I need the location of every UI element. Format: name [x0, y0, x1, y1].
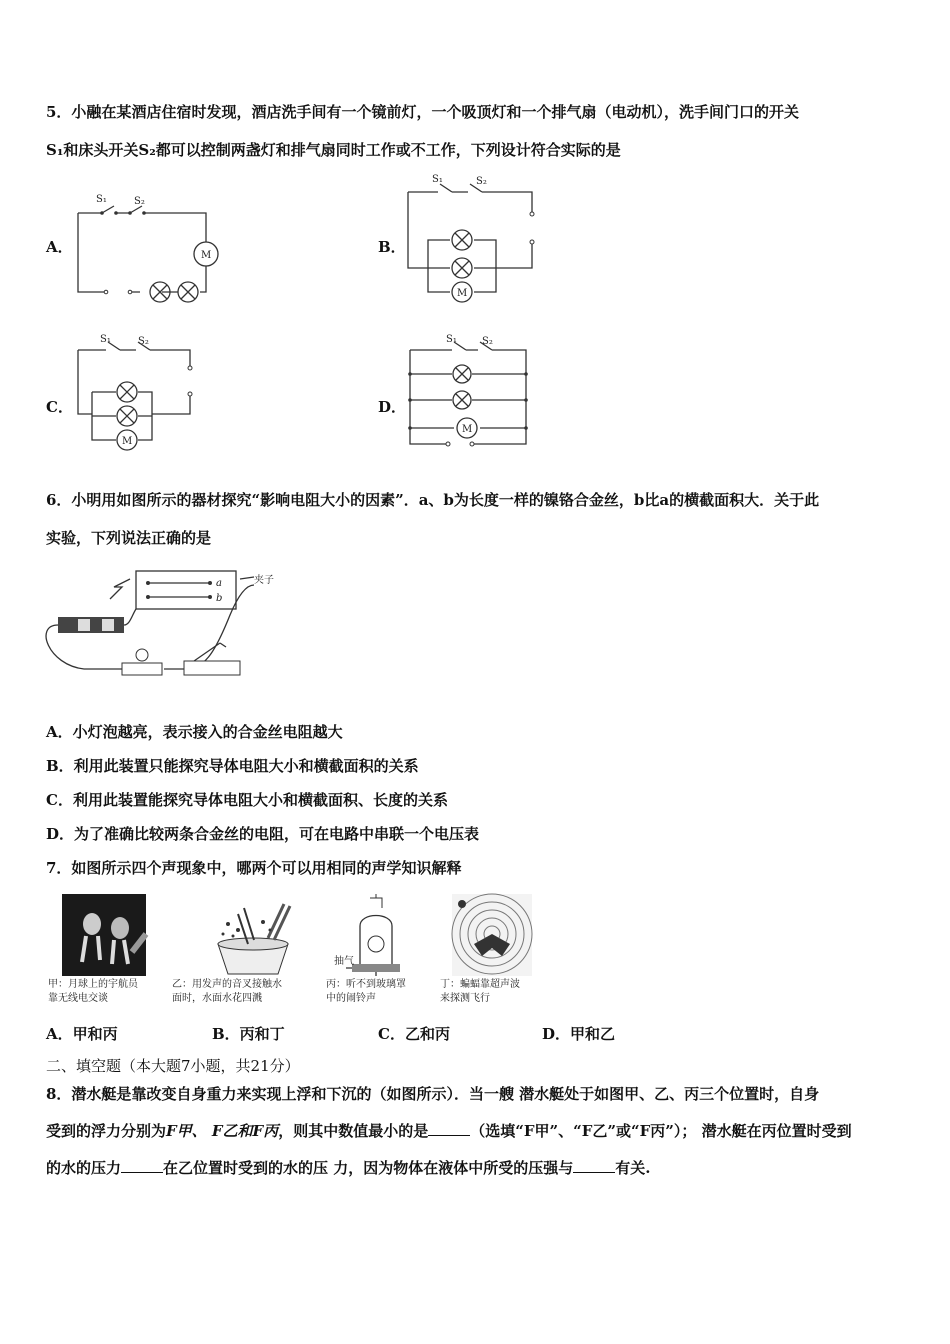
caption-ding: 丁：蝙蝠靠超声波 来探测飞行: [440, 979, 520, 1004]
answer-blank-3[interactable]: [573, 1158, 615, 1173]
wire-a-label: a: [216, 578, 222, 589]
circuit-diagram-a: [70, 188, 230, 303]
q6-text-line2: 实验，下列说法正确的是: [46, 529, 212, 547]
q5-text-line2: S₁和床头开关S₂都可以控制两盏灯和排气扇同时工作或不工作，下列设计符合实际的是: [46, 141, 621, 159]
q7-text-line1: 7．如图所示四个声现象中，哪两个可以用相同的声学知识解释: [46, 859, 462, 877]
q5-option-a-label[interactable]: A．: [46, 238, 73, 256]
switch-s1-label: S₁: [96, 194, 107, 205]
q7-option-b[interactable]: B．丙和丁: [212, 1025, 285, 1043]
svg-text:M: M: [457, 288, 468, 299]
caption-jia: 甲：月球上的宇航员 靠无线电交谈: [48, 979, 138, 1004]
resistance-apparatus-figure: [44, 565, 294, 685]
svg-text:S₂: S₂: [138, 336, 149, 347]
bat-photo: [452, 894, 532, 976]
q6-text-line1: 6．小明用如图所示的器材探究“影响电阻大小的因素”．a、b为长度一样的镍铬合金丝，b比a的横截面积大．关于此: [46, 491, 820, 509]
circuit-diagram-d: [400, 332, 540, 457]
q8-text-line1: 8．潜水艇是靠改变自身重力来实现上浮和下沉的（如图所示）．当一艘 潜水艇处于如图甲、乙、丙三个位置时，自身: [46, 1085, 820, 1103]
svg-text:S₂: S₂: [476, 176, 487, 187]
svg-text:S₁: S₁: [432, 174, 443, 185]
q5-option-d-label[interactable]: D．: [378, 398, 407, 416]
wire-b-label: b: [216, 593, 223, 604]
bulb-icon: [136, 649, 148, 661]
battery-icon: [58, 617, 124, 633]
svg-text:M: M: [462, 424, 473, 435]
q5-option-b-label[interactable]: B．: [378, 238, 406, 256]
switch-s2-label: S₂: [134, 196, 145, 207]
q6-option-a[interactable]: A．小灯泡越亮，表示接入的合金丝电阻越大: [46, 723, 343, 741]
q5-text-line1: 5．小融在某酒店住宿时发现，酒店洗手间有一个镜前灯，一个吸顶灯和一个排气扇（电动机），洗手间门口的开关: [46, 103, 799, 121]
switch-icon: [184, 661, 240, 675]
caption-bing: 丙：听不到玻璃罩 中的闹铃声: [326, 979, 406, 1004]
svg-text:M: M: [201, 250, 212, 261]
svg-text:M: M: [122, 436, 133, 447]
q6-option-b[interactable]: B．利用此装置只能探究导体电阻大小和横截面积的关系: [46, 757, 419, 775]
astronaut-photo: [62, 894, 146, 976]
q6-option-c[interactable]: C．利用此装置能探究导体电阻大小和横截面积、长度的关系: [46, 791, 448, 809]
q8-text-line3: 的水的压力 在乙位置时受到的水的压 力，因为物体在液体中所受的压强与 有关.: [46, 1159, 651, 1177]
svg-text:S₂: S₂: [482, 336, 493, 347]
section-title: 二、填空题（本大题7小题，共21分）: [46, 1057, 300, 1075]
svg-text:S₁: S₁: [100, 334, 111, 345]
pump-label: 抽气: [334, 956, 354, 967]
answer-blank-2[interactable]: [121, 1158, 163, 1173]
circuit-diagram-b: [400, 172, 550, 307]
bulb-base: [122, 663, 162, 675]
answer-blank-1[interactable]: [428, 1121, 470, 1136]
svg-text:S₁: S₁: [446, 334, 457, 345]
q6-option-d[interactable]: D．为了准确比较两条合金丝的电阻，可在电路中串联一个电压表: [46, 825, 480, 843]
clip-label: 夹子: [254, 575, 274, 586]
q7-option-c[interactable]: C．乙和丙: [378, 1025, 450, 1043]
q5-option-c-label[interactable]: C．: [46, 398, 73, 416]
bell-jar-figure: [336, 894, 416, 976]
q8-text-line2: 受到的浮力分别为F甲、 F乙和F丙，则其中数值最小的是 （选填“F甲”、“F乙”或“F丙”）； 潜水艇在丙位置时受到: [46, 1122, 852, 1140]
circuit-diagram-c: [70, 332, 220, 457]
force-symbols: F甲、 F乙和F丙: [166, 1122, 279, 1140]
tuning-fork-photo: [208, 894, 298, 976]
caption-yi: 乙：用发声的音叉接触水 面时，水面水花四溅: [172, 979, 282, 1004]
q7-option-d[interactable]: D．甲和乙: [542, 1025, 616, 1043]
q7-option-a[interactable]: A．甲和丙: [46, 1025, 118, 1043]
